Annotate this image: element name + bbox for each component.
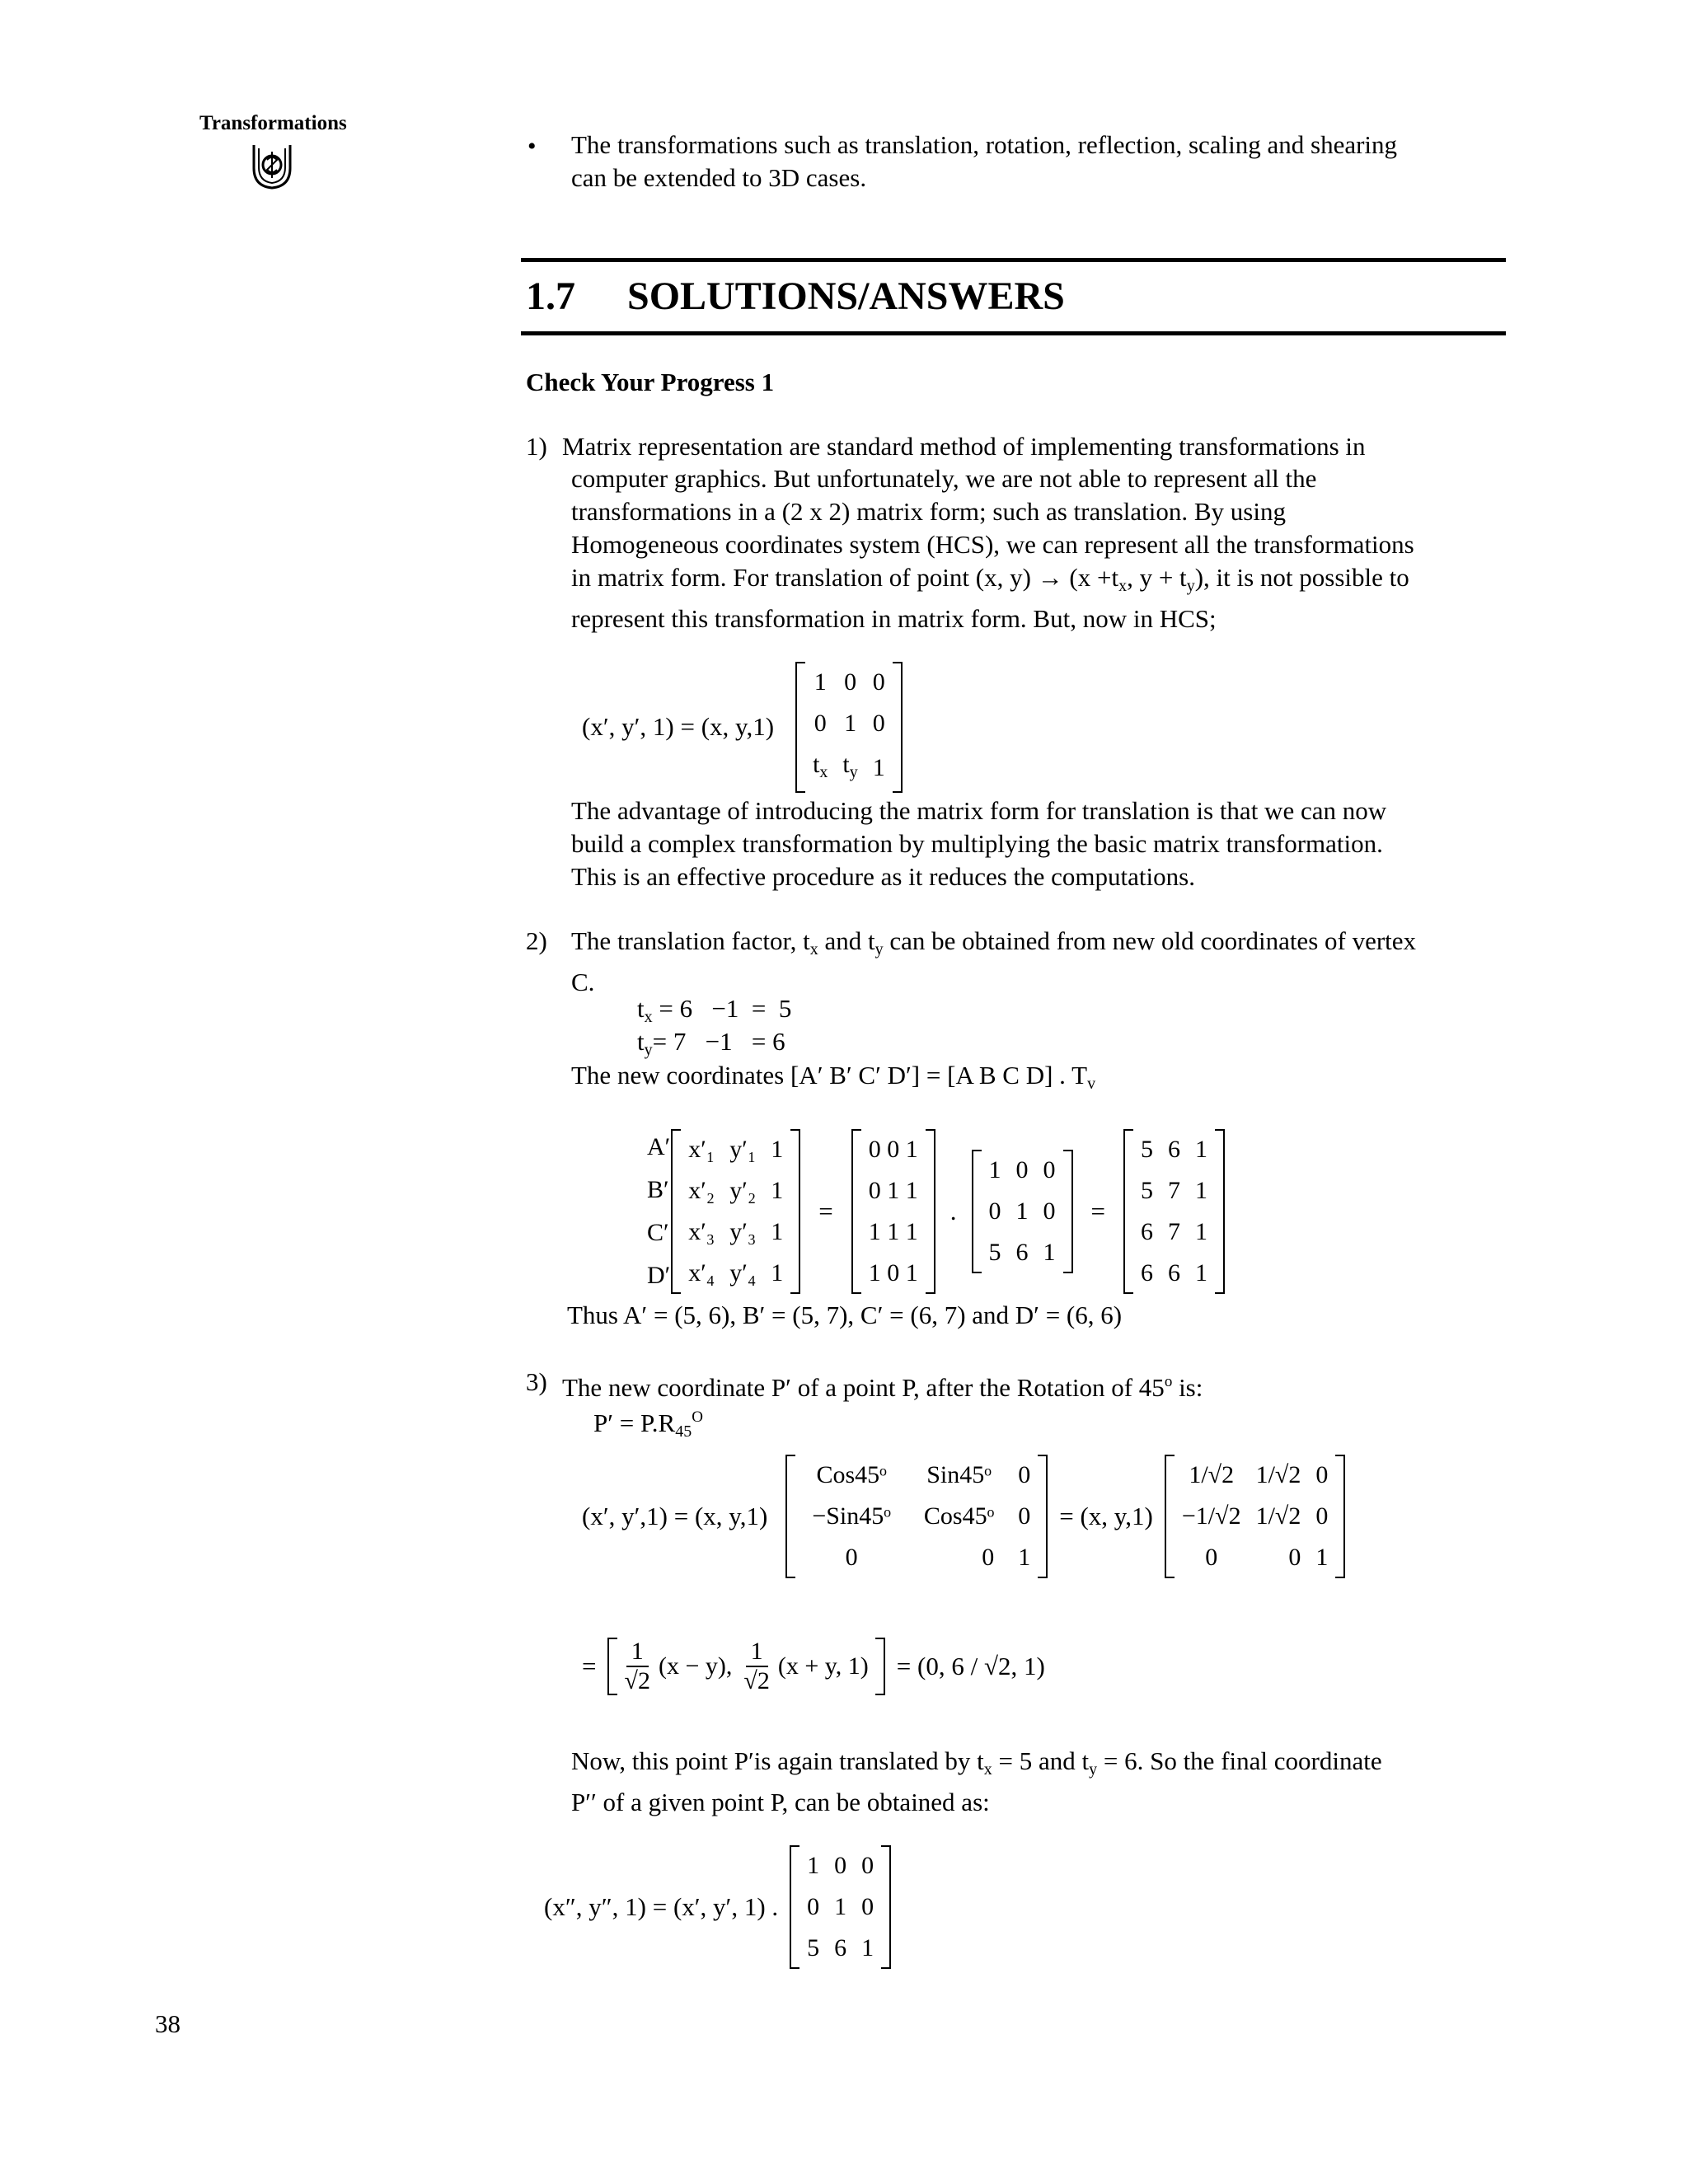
dot-operator: . — [950, 1197, 957, 1226]
row-labels: A′ B′ C′ D′ — [647, 1133, 671, 1289]
p-prime-equation: $P' = P.R_{45}^O$ — [593, 1408, 703, 1441]
translation-matrix: 1 0 0 0 1 0 $t_x$ $t_y$ 1 — [795, 662, 903, 793]
rotation-result — [582, 1624, 1045, 1709]
final-translation-matrix: 1 0 0 0 1 0 5 6 1 — [790, 1845, 891, 1969]
fraction-1: 1 √2 — [624, 1638, 650, 1694]
page-number: 38 — [155, 2009, 181, 2038]
translation-matrix-tv: 1 0 0 0 1 0 5 6 1 — [972, 1150, 1073, 1273]
heading-rule-bottom — [521, 331, 1506, 335]
heading-rule-top — [521, 258, 1506, 262]
eq-lhs: (x′, y′, 1) = (x, y,1) — [582, 712, 775, 741]
rotation-matrix: Cos45ᵒ Sin45ᵒ 0 −Sin45ᵒ Cos45ᵒ 0 0 0 1 — [785, 1455, 1048, 1578]
check-progress-title: Check Your Progress 1 — [526, 368, 775, 396]
ignou-emblem-icon — [249, 140, 295, 191]
ty-equation: $t_y= 7 -1 = 6$ — [637, 1027, 785, 1059]
rotation-lhs: (x′, y′,1) = (x, y,1) — [582, 1502, 768, 1530]
answer-1-line1: Matrix representation are standard method of implementing transformations in — [562, 432, 1366, 461]
prime-matrix: x′₁ y′₁ 1 x′₂ y′₂ 1 x′₃ y′₃ 1 x′₄ y′₄ 1 — [671, 1129, 800, 1294]
fraction-2: 1 √2 — [743, 1638, 770, 1694]
section-title: SOLUTIONS/ANSWERS — [627, 274, 1065, 318]
result-row-vector: 1 √2 (x − y), 1 √2 (x + y, 1) — [607, 1638, 884, 1695]
rotation-mid: = (x, y,1) — [1059, 1502, 1153, 1530]
result-rhs: = (0, 6 / √2, 1) — [896, 1652, 1045, 1680]
answer-1-num: 1) — [526, 432, 547, 461]
answer-1-equation — [582, 663, 903, 791]
answer-1-after: The advantage of introducing the matrix form for translation is that we can now build a complex transformation by multiplying the basic matrix transformation. This is an effective procedure as it reduces the computations. — [571, 796, 1387, 891]
bullet-marker: • — [528, 133, 537, 160]
section-number: 1.7 — [526, 274, 575, 318]
result-equals: = — [582, 1652, 597, 1680]
answer-2-num: 2) — [526, 926, 547, 955]
running-header: Transformations — [199, 112, 347, 134]
rotation-equation — [582, 1451, 1345, 1582]
final-equation — [544, 1843, 891, 1971]
original-matrix: 0 0 1 0 1 1 1 1 1 1 0 1 — [851, 1129, 935, 1294]
answer-2-text: The translation factor, $t_x$ and $t_y$ can be obtained from new old coordinates of vertex C. — [571, 926, 1417, 996]
bullet-text: The transformations such as translation, rotation, reflection, scaling and shearing can be extended to 3D cases. — [571, 130, 1398, 192]
answer-3-num: 3) — [526, 1367, 547, 1396]
numeric-rotation-matrix: 1/√2 1/√2 0 −1/√2 1/√2 0 0 0 1 — [1165, 1455, 1346, 1578]
final-lhs: (x″, y″, 1) = (x′, y′, 1) . — [544, 1892, 779, 1921]
result-matrix: 5 6 1 5 7 1 6 7 1 6 6 1 — [1123, 1129, 1225, 1294]
equals-sign: = — [818, 1197, 833, 1226]
equals-sign: = — [1090, 1197, 1106, 1226]
section-heading — [526, 274, 1065, 319]
answer-1-text: computer graphics. But unfortunately, we are not able to represent all the transformations in a (2 x 2) matrix form; such as translation. By using Homogeneous coordinates system (HCS), we can represent all the transformations in matrix form. For translation of point (x, $y) \to (x +t_x$, $y + t_y$), it is not possible to represent this transformation in matrix form. But, now in HCS; — [571, 464, 1414, 633]
answer-3-line1: The new coordinate P′ of a point P, after the Rotation of 45$^o$ is: — [562, 1373, 1203, 1402]
answer-2-matrix-equation — [646, 1127, 1225, 1296]
answer-2-thus: Thus A′ = (5, 6), B′ = (5, 7), C′ = (6, 7) and D′ = (6, 6) — [567, 1301, 1123, 1329]
new-coordinates-line: The new coordinates [A′ B′ C′ D′] = [A B C D] . $T_v$ — [571, 1061, 1096, 1093]
tx-equation: $t_x = 6 -1 = 5$ — [637, 994, 792, 1026]
answer-3-now: Now, this point P′is again translated by $t_x = 5$ and $t_y = 6$. So the final coordinate P′′ of a given point P, can be obtained as: — [571, 1746, 1382, 1816]
